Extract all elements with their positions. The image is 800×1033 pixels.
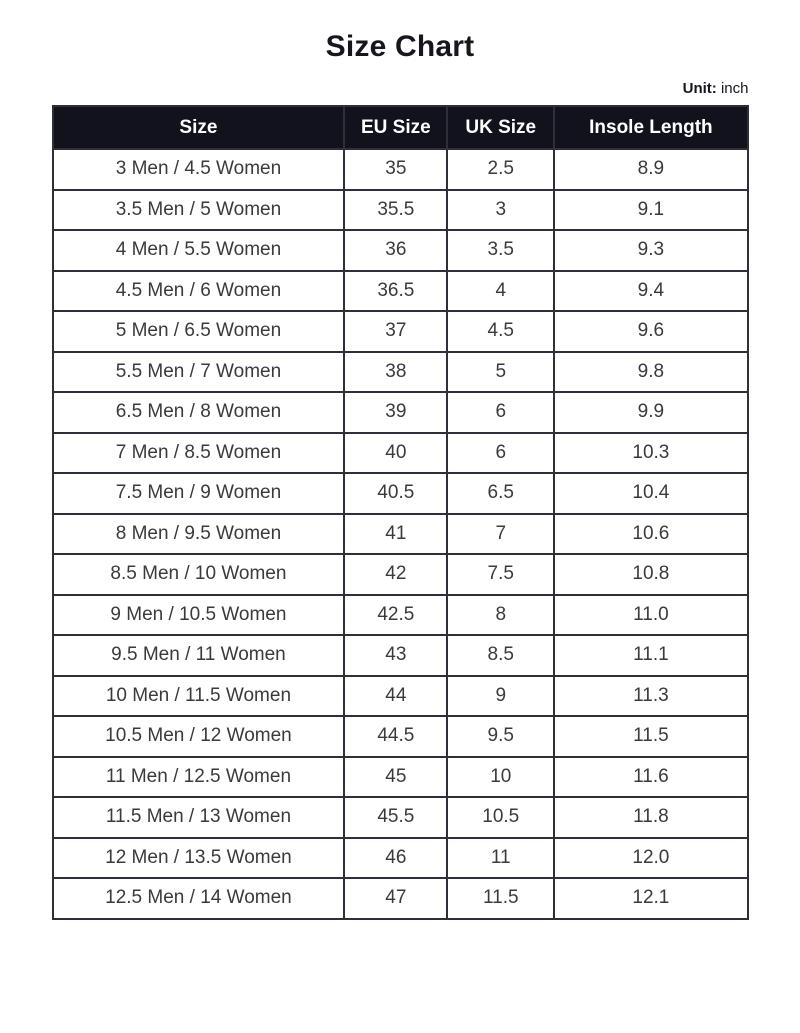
table-cell: 11.8 <box>554 797 747 838</box>
table-row <box>53 838 748 879</box>
unit-label: Unit: <box>682 80 717 97</box>
table-row <box>53 797 748 838</box>
table-cell: 7.5 <box>447 554 554 595</box>
table-row <box>53 676 748 717</box>
table-cell: 7.5 Men / 9 Women <box>53 473 345 514</box>
table-row <box>53 190 748 231</box>
table-cell: 11.3 <box>554 676 747 717</box>
column-header-eu-size: EU Size <box>344 106 447 149</box>
table-cell: 9.3 <box>554 230 747 271</box>
table-cell: 47 <box>344 878 447 919</box>
table-cell: 9.5 <box>447 716 554 757</box>
table-cell: 8 <box>447 595 554 636</box>
table-cell: 35.5 <box>344 190 447 231</box>
table-cell: 11.0 <box>554 595 747 636</box>
unit-note <box>52 80 749 97</box>
table-cell: 37 <box>344 311 447 352</box>
table-cell: 9.4 <box>554 271 747 312</box>
table-cell: 45.5 <box>344 797 447 838</box>
table-cell: 4.5 <box>447 311 554 352</box>
table-cell: 9.5 Men / 11 Women <box>53 635 345 676</box>
table-cell: 42 <box>344 554 447 595</box>
table-cell: 10 <box>447 757 554 798</box>
table-row <box>53 433 748 474</box>
table-cell: 11 <box>447 838 554 879</box>
table-cell: 9.8 <box>554 352 747 393</box>
table-cell: 7 Men / 8.5 Women <box>53 433 345 474</box>
table-cell: 11 Men / 12.5 Women <box>53 757 345 798</box>
table-cell: 7 <box>447 514 554 555</box>
table-cell: 6 <box>447 392 554 433</box>
table-cell: 9.1 <box>554 190 747 231</box>
table-cell: 8.5 Men / 10 Women <box>53 554 345 595</box>
table-cell: 40 <box>344 433 447 474</box>
table-cell: 36 <box>344 230 447 271</box>
table-cell: 3 <box>447 190 554 231</box>
column-header-insole-length: Insole Length <box>554 106 747 149</box>
table-row <box>53 757 748 798</box>
page-title: Size Chart <box>325 30 475 63</box>
table-row <box>53 392 748 433</box>
table-cell: 2.5 <box>447 149 554 190</box>
table-cell: 38 <box>344 352 447 393</box>
table-cell: 42.5 <box>344 595 447 636</box>
table-cell: 9 Men / 10.5 Women <box>53 595 345 636</box>
table-cell: 5 Men / 6.5 Women <box>53 311 345 352</box>
table-cell: 3 Men / 4.5 Women <box>53 149 345 190</box>
header-row <box>53 106 748 149</box>
table-body <box>53 149 748 919</box>
table-cell: 11.5 <box>554 716 747 757</box>
table-row <box>53 311 748 352</box>
table-cell: 11.6 <box>554 757 747 798</box>
table-cell: 6.5 Men / 8 Women <box>53 392 345 433</box>
table-cell: 41 <box>344 514 447 555</box>
table-cell: 35 <box>344 149 447 190</box>
size-chart-table <box>52 105 749 920</box>
unit-value: inch <box>720 80 749 97</box>
table-header <box>53 106 748 149</box>
table-cell: 4.5 Men / 6 Women <box>53 271 345 312</box>
table-cell: 8 Men / 9.5 Women <box>53 514 345 555</box>
table-cell: 10 Men / 11.5 Women <box>53 676 345 717</box>
table-cell: 44.5 <box>344 716 447 757</box>
table-cell: 10.3 <box>554 433 747 474</box>
table-cell: 5 <box>447 352 554 393</box>
table-cell: 8.5 <box>447 635 554 676</box>
table-cell: 40.5 <box>344 473 447 514</box>
column-header-uk-size: UK Size <box>447 106 554 149</box>
table-cell: 11.5 Men / 13 Women <box>53 797 345 838</box>
column-header-size: Size <box>53 106 345 149</box>
table-cell: 5.5 Men / 7 Women <box>53 352 345 393</box>
table-cell: 8.9 <box>554 149 747 190</box>
table-row <box>53 595 748 636</box>
table-cell: 11.5 <box>447 878 554 919</box>
table-cell: 45 <box>344 757 447 798</box>
table-cell: 10.5 <box>447 797 554 838</box>
table-cell: 43 <box>344 635 447 676</box>
table-cell: 10.5 Men / 12 Women <box>53 716 345 757</box>
table-row <box>53 271 748 312</box>
table-cell: 12.0 <box>554 838 747 879</box>
table-row <box>53 514 748 555</box>
table-row <box>53 635 748 676</box>
table-cell: 11.1 <box>554 635 747 676</box>
table-cell: 10.6 <box>554 514 747 555</box>
table-cell: 6.5 <box>447 473 554 514</box>
table-cell: 44 <box>344 676 447 717</box>
table-cell: 46 <box>344 838 447 879</box>
table-row <box>53 230 748 271</box>
table-cell: 39 <box>344 392 447 433</box>
table-row <box>53 878 748 919</box>
table-row <box>53 352 748 393</box>
table-cell: 12 Men / 13.5 Women <box>53 838 345 879</box>
table-cell: 9.6 <box>554 311 747 352</box>
table-row <box>53 473 748 514</box>
table-cell: 9.9 <box>554 392 747 433</box>
table-cell: 3.5 <box>447 230 554 271</box>
table-cell: 6 <box>447 433 554 474</box>
table-row <box>53 149 748 190</box>
table-cell: 4 Men / 5.5 Women <box>53 230 345 271</box>
table-cell: 12.1 <box>554 878 747 919</box>
table-cell: 10.4 <box>554 473 747 514</box>
table-cell: 10.8 <box>554 554 747 595</box>
table-cell: 12.5 Men / 14 Women <box>53 878 345 919</box>
table-cell: 4 <box>447 271 554 312</box>
table-cell: 9 <box>447 676 554 717</box>
table-row <box>53 716 748 757</box>
table-cell: 3.5 Men / 5 Women <box>53 190 345 231</box>
table-row <box>53 554 748 595</box>
table-cell: 36.5 <box>344 271 447 312</box>
